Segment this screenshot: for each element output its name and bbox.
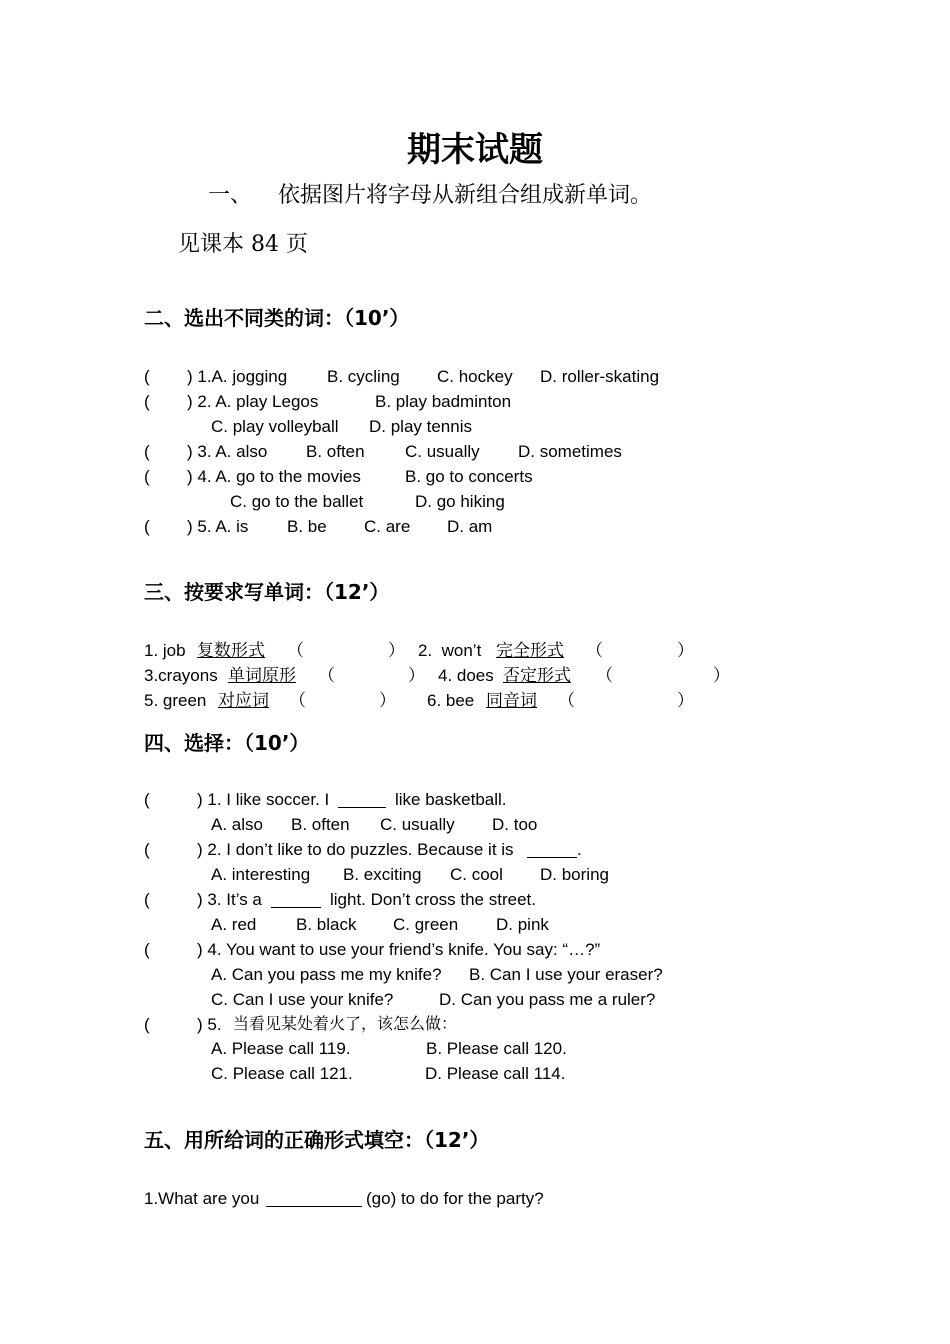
option-a: A. interesting <box>211 865 311 884</box>
option-c: C. Can I use your knife? <box>211 990 394 1009</box>
page-title: 期末试题 <box>407 130 543 170</box>
left-paren: （ <box>558 691 575 710</box>
word-requirement: 否定形式 <box>503 666 571 685</box>
option-a: A. red <box>211 915 257 934</box>
answer-paren: ( <box>144 517 150 536</box>
word-requirement: 同音词 <box>486 691 537 710</box>
option-d: D. play tennis <box>369 417 472 436</box>
question-2-5: ) 5. A. is <box>187 517 249 536</box>
word-requirement: 对应词 <box>218 691 269 710</box>
answer-paren: ( <box>144 367 150 386</box>
question-4-1-end: like basketball. <box>395 790 507 809</box>
question-2-1: ) 1.A. jogging <box>187 367 288 386</box>
answer-paren: ( <box>144 840 150 859</box>
section-3-heading: 三、按要求写单词：（12’） <box>144 580 390 604</box>
word-requirement: 单词原形 <box>228 666 296 685</box>
answer-paren: ( <box>144 790 150 809</box>
answer-paren: ( <box>144 467 150 486</box>
question-4-3-end: light. Don’t cross the street. <box>330 890 536 909</box>
right-paren: ） <box>408 666 425 685</box>
option-d: D. am <box>447 517 493 536</box>
answer-blank <box>266 1190 362 1207</box>
right-paren: ） <box>379 691 396 710</box>
option-b: B. Can I use your eraser? <box>469 965 663 984</box>
option-d: D. sometimes <box>518 442 622 461</box>
option-d: D. Can you pass me a ruler? <box>439 990 656 1009</box>
word-item: 3.crayons <box>144 666 218 685</box>
answer-blank <box>527 841 577 858</box>
question-4-2: ) 2. I don’t like to do puzzles. Because it is <box>197 840 514 859</box>
right-paren: ） <box>388 641 405 660</box>
section-4-heading: 四、选择：（10’） <box>144 731 310 755</box>
section-1-number: 一、 <box>208 183 253 208</box>
option-b: B. Please call 120. <box>426 1039 567 1058</box>
left-paren: （ <box>289 691 306 710</box>
question-2-3: ) 3. A. also <box>187 442 268 461</box>
option-a: A. Please call 119. <box>211 1039 351 1058</box>
word-item: 5. green <box>144 691 207 710</box>
answer-paren: ( <box>144 442 150 461</box>
option-c: C. cool <box>450 865 503 884</box>
word-requirement: 复数形式 <box>197 641 265 660</box>
question-4-3: ) 3. It’s a <box>197 890 262 909</box>
option-a: A. also <box>211 815 263 834</box>
section-5-heading: 五、用所给词的正确形式填空：（12’） <box>144 1128 490 1152</box>
option-d: D. too <box>492 815 538 834</box>
section-2-heading: 二、选出不同类的词：（10’） <box>144 306 410 330</box>
word-item: 2. won’t <box>418 641 482 660</box>
question-2-2: ) 2. A. play Legos <box>187 392 319 411</box>
option-c: C. go to the ballet <box>230 492 364 511</box>
answer-paren: ( <box>144 890 150 909</box>
option-d: D. pink <box>496 915 549 934</box>
answer-blank <box>271 891 321 908</box>
word-item: 1. job <box>144 641 186 660</box>
option-a: A. Can you pass me my knife? <box>211 965 442 984</box>
option-b: B. often <box>306 442 365 461</box>
option-d: D. go hiking <box>415 492 505 511</box>
question-2-4: ) 4. A. go to the movies <box>187 467 361 486</box>
option-d: D. Please call 114. <box>425 1064 566 1083</box>
option-b: B. go to concerts <box>405 467 533 486</box>
word-item: 6. bee <box>427 691 475 710</box>
word-item: 4. does <box>438 666 494 685</box>
word-requirement: 完全形式 <box>496 641 564 660</box>
option-d: D. roller-skating <box>540 367 660 386</box>
question-4-1: ) 1. I like soccer. I <box>197 790 330 809</box>
section-1-note: 见课本 84 页 <box>178 232 308 257</box>
answer-paren: ( <box>144 1015 150 1034</box>
option-b: B. exciting <box>343 865 422 884</box>
left-paren: （ <box>318 666 335 685</box>
option-b: B. be <box>287 517 327 536</box>
question-4-4: ) 4. You want to use your friend’s knife. You say: “…?” <box>197 940 601 959</box>
question-4-5-number: ) 5. <box>197 1015 222 1034</box>
option-c: C. usually <box>380 815 455 834</box>
question-4-5: 当看见某处着火了，该怎么做： <box>233 1014 458 1033</box>
left-paren: （ <box>586 641 603 660</box>
option-c: C. play volleyball <box>211 417 339 436</box>
option-b: B. play badminton <box>375 392 512 411</box>
right-paren: ） <box>677 641 694 660</box>
answer-paren: ( <box>144 940 150 959</box>
option-d: D. boring <box>540 865 609 884</box>
right-paren: ） <box>677 691 694 710</box>
option-c: C. Please call 121. <box>211 1064 353 1083</box>
question-5-1-end: (go) to do for the party? <box>366 1189 544 1208</box>
answer-paren: ( <box>144 392 150 411</box>
option-c: C. usually <box>405 442 480 461</box>
option-b: B. often <box>291 815 350 834</box>
question-4-2-end: . <box>577 840 582 859</box>
left-paren: （ <box>596 666 613 685</box>
answer-blank <box>338 791 386 808</box>
right-paren: ） <box>713 666 730 685</box>
option-c: C. hockey <box>437 367 513 386</box>
option-b: B. black <box>296 915 357 934</box>
section-1-instruction: 依据图片将字母从新组合组成新单词。 <box>278 183 653 208</box>
option-b: B. cycling <box>327 367 400 386</box>
option-c: C. are <box>364 517 411 536</box>
left-paren: （ <box>287 641 304 660</box>
question-5-1: 1.What are you <box>144 1189 260 1208</box>
option-c: C. green <box>393 915 459 934</box>
